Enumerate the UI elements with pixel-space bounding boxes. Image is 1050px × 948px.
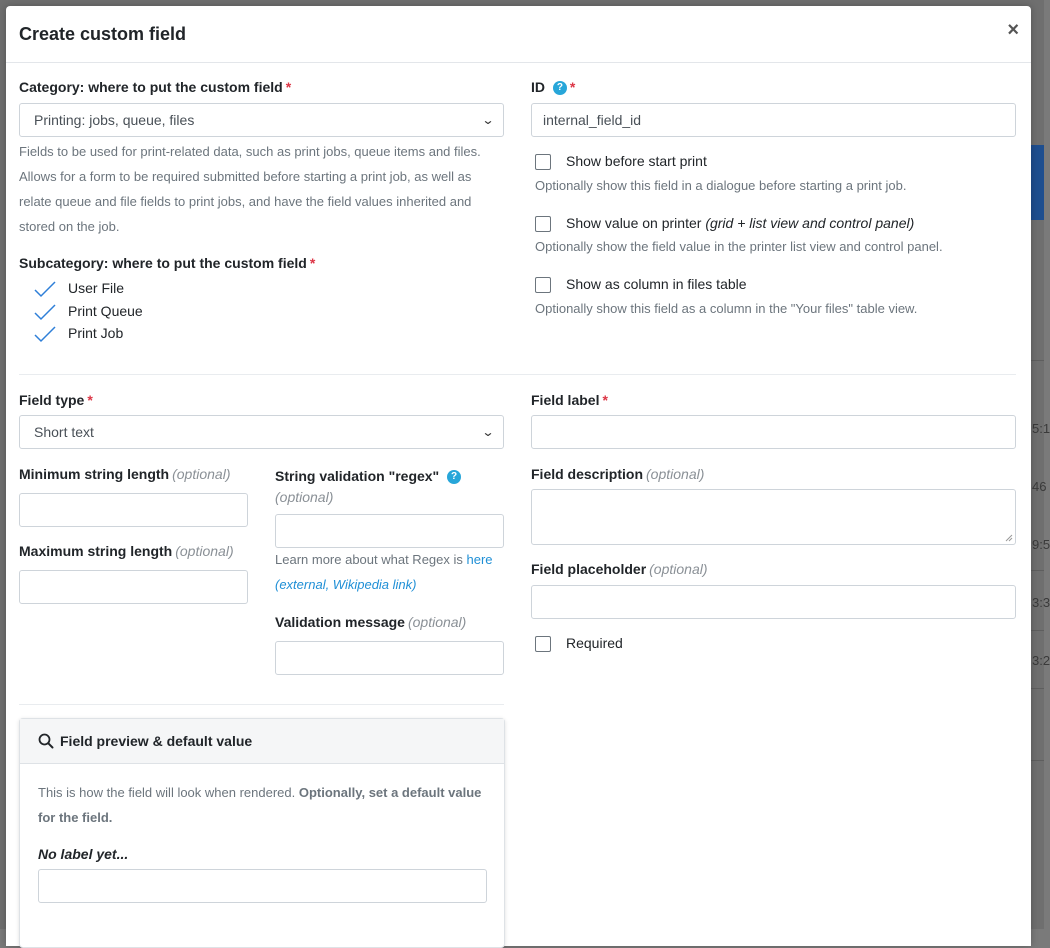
field-preview-help-text: This is how the field will look when rendered. bbox=[38, 785, 296, 800]
field-label-label bbox=[531, 392, 608, 408]
show-before-start-help: Optionally show this field in a dialogue before starting a print job. bbox=[535, 178, 907, 193]
field-type-label bbox=[19, 392, 93, 408]
field-preview-header bbox=[20, 719, 504, 764]
question-circle-icon[interactable]: ? bbox=[447, 470, 461, 484]
validation-message-label-text: Validation message bbox=[275, 614, 405, 630]
preview-field-label: No label yet... bbox=[38, 846, 129, 862]
background-text-fragment: 46 bbox=[1032, 479, 1047, 494]
optional-tag: (optional) bbox=[407, 614, 467, 630]
show-in-files-label: Show as column in files table bbox=[566, 276, 747, 292]
min-length-label bbox=[19, 466, 230, 482]
validation-message-label bbox=[275, 614, 466, 630]
field-preview-help-bold: Optionally, set a default value for the field. bbox=[38, 785, 482, 825]
field-description-label-text: Field description bbox=[531, 466, 644, 482]
show-on-printer-label-text: Show value on printer bbox=[566, 215, 702, 231]
subcategory-item[interactable] bbox=[34, 303, 56, 324]
optional-tag: (optional) bbox=[646, 466, 705, 482]
checkmark-icon bbox=[34, 303, 56, 321]
id-label-text: ID bbox=[531, 79, 545, 95]
field-placeholder-label-text: Field placeholder bbox=[531, 561, 647, 577]
background-divider bbox=[1031, 688, 1044, 689]
field-type-select[interactable] bbox=[19, 415, 504, 449]
background-text-fragment: 3:2 bbox=[1032, 653, 1050, 668]
modal-header bbox=[6, 6, 1031, 63]
optional-tag: (optional) bbox=[275, 489, 334, 505]
required-mark: * bbox=[87, 392, 93, 408]
optional-tag: (optional) bbox=[175, 543, 234, 559]
resize-handle-icon[interactable] bbox=[1005, 534, 1013, 542]
max-length-label-text: Maximum string length bbox=[19, 543, 173, 559]
subcategory-item-label: Print Job bbox=[68, 325, 124, 341]
subcategory-item[interactable] bbox=[34, 325, 56, 346]
subcategory-label bbox=[19, 255, 315, 271]
regex-input[interactable] bbox=[275, 514, 504, 548]
show-in-files-help: Optionally show this field as a column in the "Your files" table view. bbox=[535, 301, 918, 316]
background-text-fragment: 9:5 bbox=[1032, 537, 1050, 552]
regex-help-link[interactable]: here bbox=[466, 552, 493, 567]
regex-label bbox=[275, 466, 504, 508]
background-divider bbox=[1031, 630, 1044, 631]
chevron-down-icon: ⌄ bbox=[481, 425, 495, 439]
section-divider bbox=[19, 704, 504, 705]
field-placeholder-label bbox=[531, 561, 708, 577]
required-mark: * bbox=[569, 79, 576, 95]
min-length-label-text: Minimum string length bbox=[19, 466, 170, 482]
background-text-fragment: 5:1 bbox=[1032, 421, 1050, 436]
category-label-text: Category: where to put the custom field bbox=[19, 79, 283, 95]
background-divider bbox=[1031, 570, 1044, 571]
subcategory-item-label: User File bbox=[68, 280, 125, 296]
preview-default-value-input[interactable] bbox=[38, 869, 487, 903]
modal-title: Create custom field bbox=[19, 24, 187, 44]
field-preview-help bbox=[38, 780, 488, 830]
search-icon bbox=[38, 733, 54, 749]
show-on-printer-label bbox=[566, 215, 914, 231]
field-type-label-text: Field type bbox=[19, 392, 85, 408]
background-header-bar bbox=[1031, 145, 1044, 220]
required-mark: * bbox=[309, 255, 316, 271]
required-label: Required bbox=[566, 635, 623, 651]
field-preview-card bbox=[19, 718, 505, 948]
category-help-text: Fields to be used for print-related data, such as print jobs, queue items and files. Allows for a form to be required submitted before starting a print job, as well as relate queue and file fields to print jobs, and have the field values inherited and stored on the job. bbox=[19, 144, 481, 234]
max-length-label bbox=[19, 543, 234, 559]
required-checkbox[interactable] bbox=[535, 636, 551, 652]
regex-help-text bbox=[275, 547, 504, 597]
section-divider bbox=[19, 374, 1016, 375]
regex-label-text: String validation "regex" bbox=[275, 468, 440, 484]
create-custom-field-modal bbox=[6, 6, 1031, 946]
field-label-input[interactable] bbox=[531, 415, 1016, 449]
checkmark-icon bbox=[34, 280, 56, 298]
subcategory-item[interactable] bbox=[34, 280, 56, 301]
regex-wikipedia-link[interactable]: (external, Wikipedia link) bbox=[275, 577, 417, 592]
background-divider bbox=[1031, 760, 1044, 761]
chevron-down-icon: ⌄ bbox=[481, 113, 495, 127]
category-label bbox=[19, 79, 291, 95]
subcategory-label-text: Subcategory: where to put the custom field bbox=[19, 255, 307, 271]
optional-tag: (optional) bbox=[649, 561, 708, 577]
subcategory-item-label: Print Queue bbox=[68, 303, 143, 319]
close-button[interactable]: × bbox=[1007, 19, 1019, 41]
max-length-input[interactable] bbox=[19, 570, 248, 604]
id-label bbox=[531, 79, 575, 95]
id-input[interactable] bbox=[531, 103, 1016, 137]
validation-message-input[interactable] bbox=[275, 641, 504, 675]
optional-tag: (optional) bbox=[172, 466, 231, 482]
question-circle-icon[interactable]: ? bbox=[553, 81, 567, 95]
required-mark: * bbox=[285, 79, 292, 95]
show-on-printer-checkbox[interactable] bbox=[535, 216, 551, 232]
required-mark: * bbox=[602, 392, 608, 408]
category-selected-value: Printing: jobs, queue, files bbox=[34, 112, 195, 128]
category-select[interactable] bbox=[19, 103, 504, 137]
background-text-fragment: 3:3 bbox=[1032, 595, 1050, 610]
field-preview-title: Field preview & default value bbox=[60, 733, 253, 749]
field-description-textarea[interactable] bbox=[531, 489, 1016, 545]
show-before-start-label: Show before start print bbox=[566, 153, 707, 169]
background-divider bbox=[1031, 360, 1044, 361]
field-placeholder-input[interactable] bbox=[531, 585, 1016, 619]
field-description-label bbox=[531, 466, 704, 482]
regex-help-prefix: Learn more about what Regex is bbox=[275, 552, 463, 567]
id-input-value: internal_field_id bbox=[543, 112, 642, 128]
show-before-start-checkbox[interactable] bbox=[535, 154, 551, 170]
show-on-printer-help: Optionally show the field value in the printer list view and control panel. bbox=[535, 239, 943, 254]
field-label-label-text: Field label bbox=[531, 392, 600, 408]
checkmark-icon bbox=[34, 325, 56, 343]
show-on-printer-label-emphasis: (grid + list view and control panel) bbox=[705, 215, 915, 231]
field-type-selected-value: Short text bbox=[34, 424, 94, 440]
min-length-input[interactable] bbox=[19, 493, 248, 527]
show-in-files-checkbox[interactable] bbox=[535, 277, 551, 293]
